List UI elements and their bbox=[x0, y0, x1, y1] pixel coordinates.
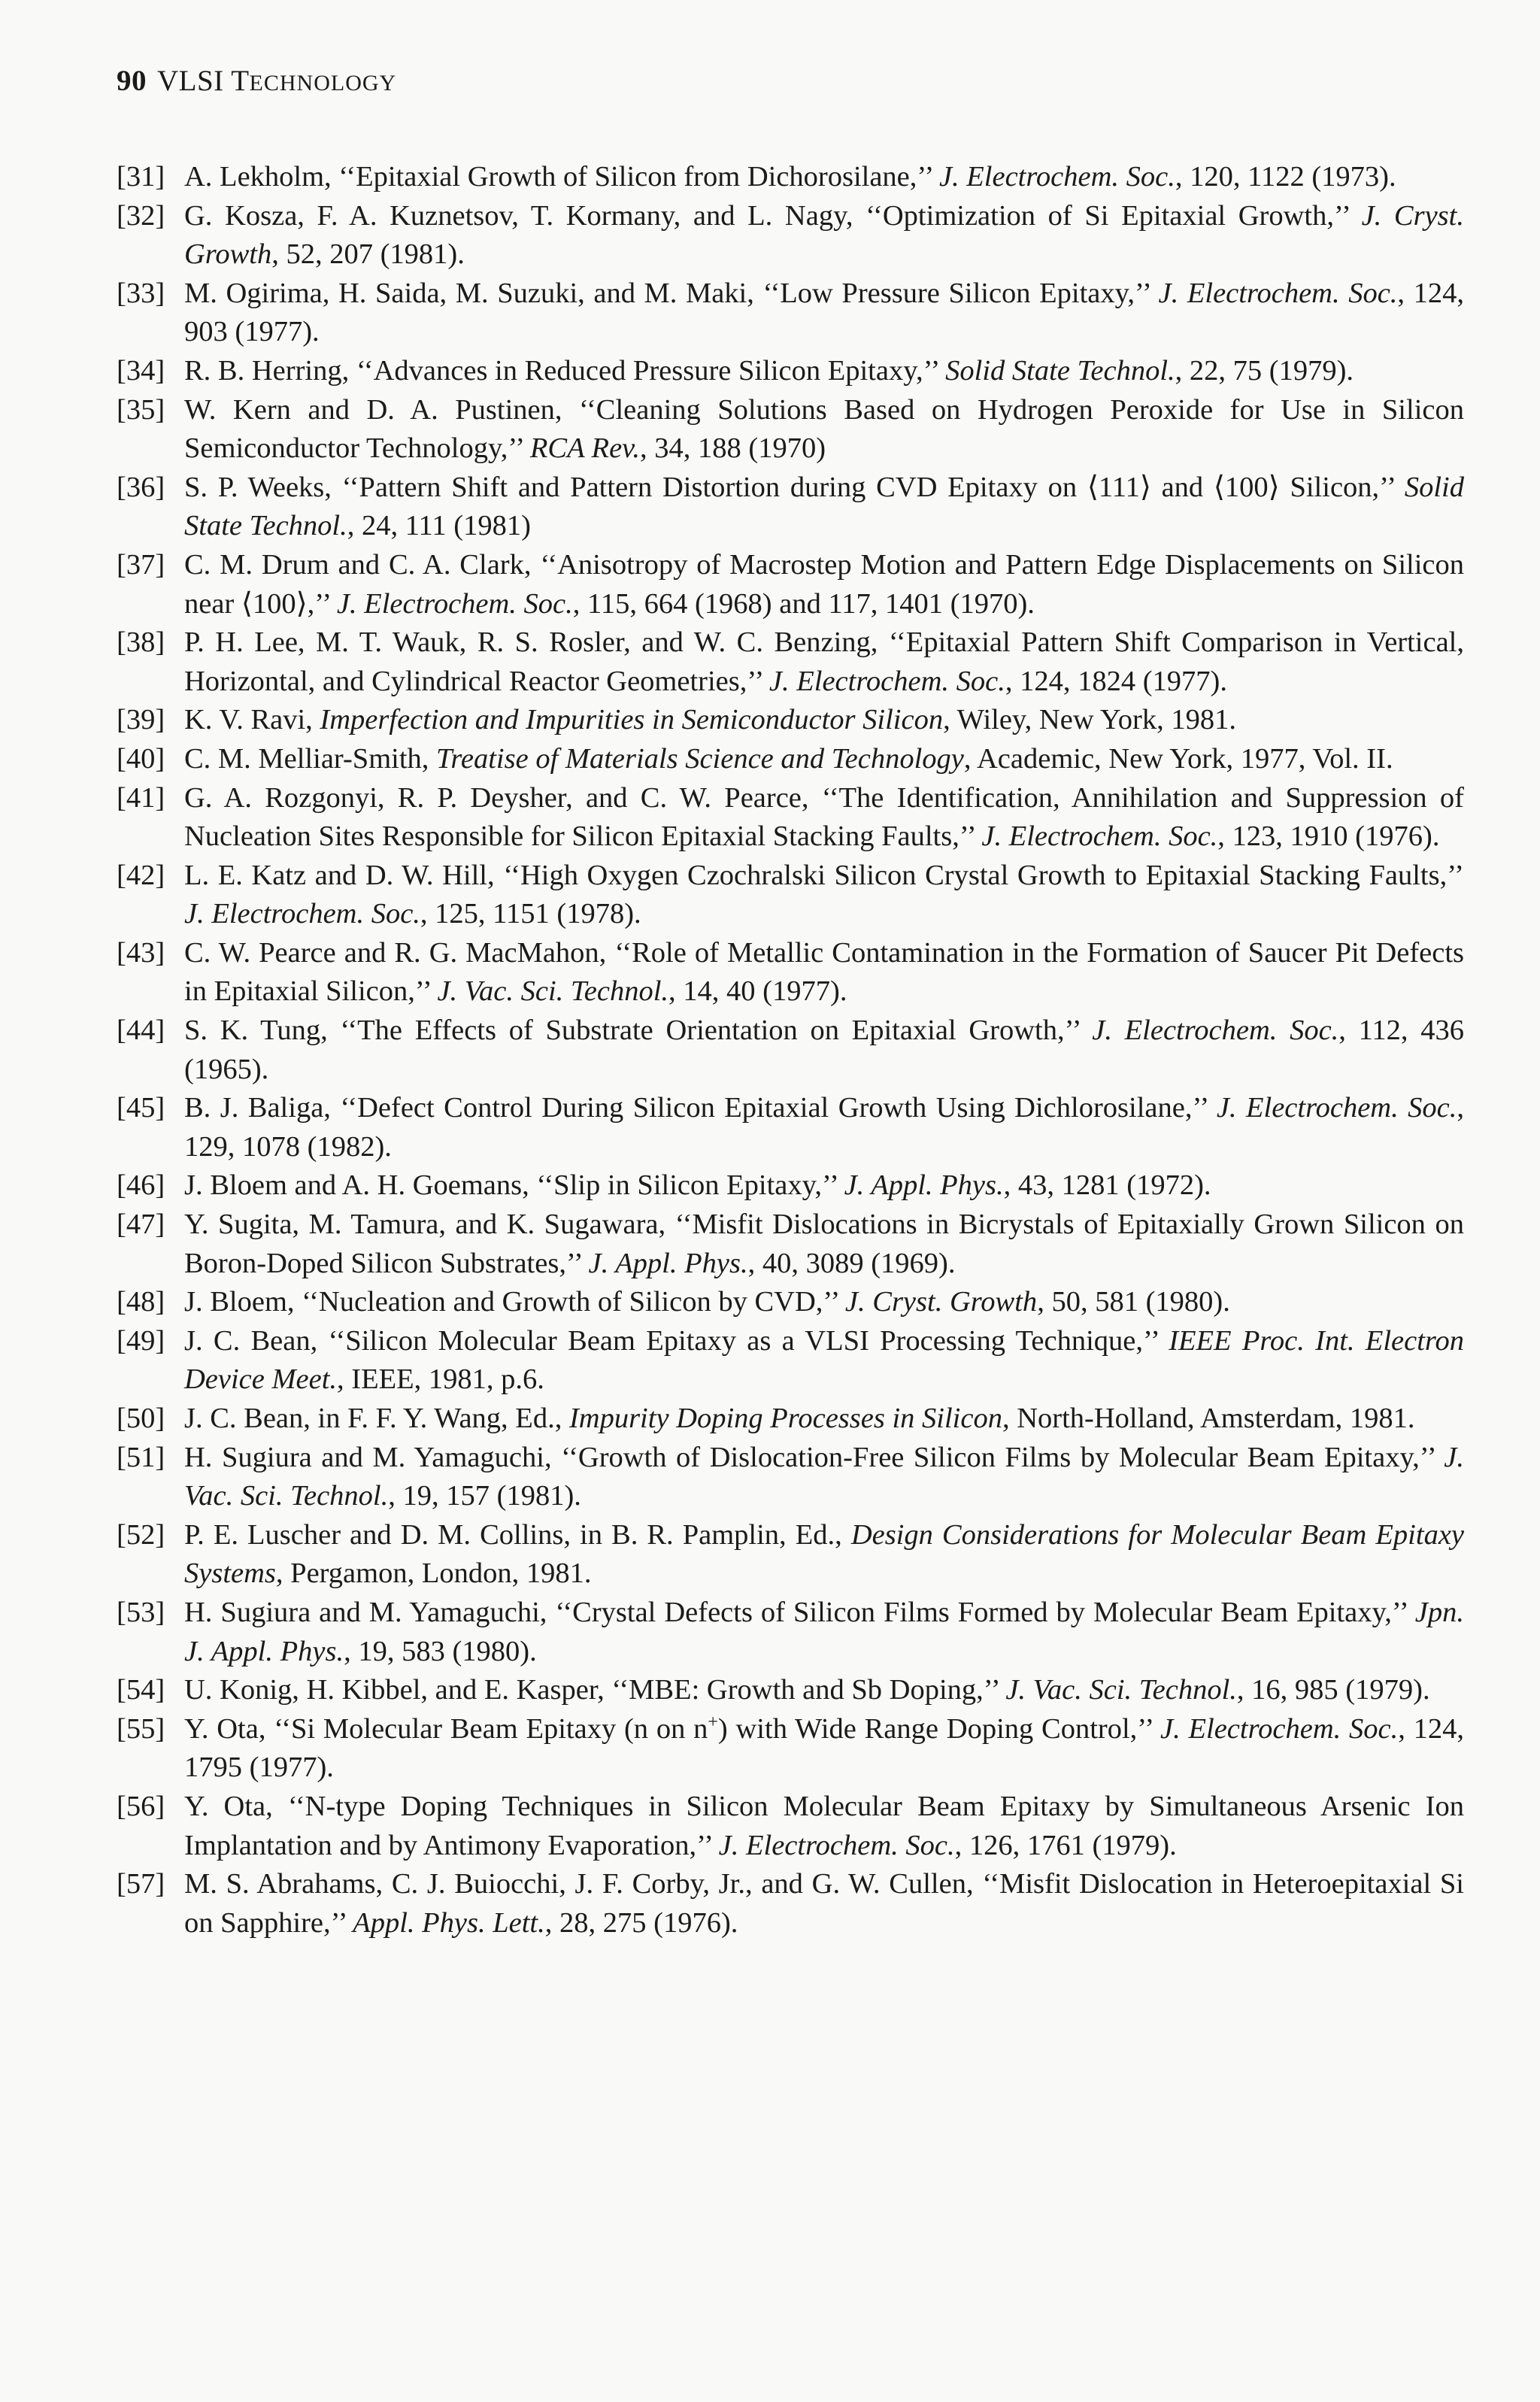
reference-source-title: J. Electrochem. Soc. bbox=[1092, 1014, 1339, 1047]
reference-number: [38] bbox=[117, 626, 165, 659]
reference-number: [37] bbox=[117, 548, 165, 581]
reference-item bbox=[117, 274, 1464, 352]
reference-text-segment: , IEEE, 1981, p.6. bbox=[337, 1363, 544, 1396]
reference-text bbox=[184, 1209, 1464, 1279]
running-title-initial: VLSI T bbox=[157, 65, 250, 97]
reference-item bbox=[117, 197, 1464, 274]
reference-source-title: J. Vac. Sci. Technol. bbox=[184, 1441, 1464, 1512]
reference-text-segment: H. Sugiura and M. Yamaguchi, ‘‘Crystal Defects of Silicon Films Formed by Molecular Beam Epitaxy,’’ bbox=[184, 1596, 1415, 1628]
reference-number: [50] bbox=[117, 1403, 165, 1434]
reference-text-segment: , 112, 436 (1965). bbox=[184, 1014, 1465, 1085]
reference-source-title: RCA Rev. bbox=[529, 432, 641, 465]
reference-text bbox=[184, 1674, 1430, 1706]
reference-text bbox=[184, 1597, 1464, 1667]
reference-text bbox=[184, 626, 1464, 697]
reference-source-title: J. Electrochem. Soc. bbox=[938, 161, 1175, 193]
reference-number: [52] bbox=[117, 1518, 165, 1551]
reference-text-segment: ) with Wide Range Doping Control,’’ bbox=[717, 1712, 1161, 1745]
reference-text-segment: , Academic, New York, 1977, Vol. II. bbox=[963, 742, 1393, 775]
reference-text-segment: , 115, 664 (1968) and 117, 1401 (1970). bbox=[572, 587, 1035, 620]
reference-text bbox=[184, 937, 1464, 1008]
reference-text-segment: , 123, 1910 (1976). bbox=[1217, 820, 1440, 853]
reference-item bbox=[117, 1516, 1464, 1594]
reference-text-segment: G. Kosza, F. A. Kuznetsov, T. Kormany, and L. Nagy, ‘‘Optimization of Si Epitaxial Growth,’’ bbox=[184, 199, 1362, 232]
reference-text-segment: , 43, 1281 (1972). bbox=[1003, 1169, 1211, 1202]
reference-number: [32] bbox=[117, 199, 165, 232]
reference-item bbox=[117, 1166, 1464, 1206]
reference-source-title: Jpn. J. Appl. Phys. bbox=[184, 1596, 1464, 1667]
reference-text-segment: B. J. Baliga, ‘‘Defect Control During Silicon Epitaxial Growth Using Dichlorosilane,’’ bbox=[184, 1092, 1217, 1124]
reference-text-segment: H. Sugiura and M. Yamaguchi, ‘‘Growth of Dislocation-Free Silicon Films by Molecular Beam Epitaxy,’’ bbox=[184, 1441, 1445, 1473]
reference-text bbox=[184, 1403, 1415, 1434]
reference-text-segment: , Wiley, New York, 1981. bbox=[943, 704, 1236, 736]
reference-text-segment: , 129, 1078 (1982). bbox=[184, 1092, 1464, 1163]
reference-source-title: J. Vac. Sci. Technol. bbox=[437, 975, 669, 1008]
reference-list bbox=[117, 158, 1464, 1943]
reference-source-title: J. Electrochem. Soc. bbox=[1216, 1092, 1457, 1124]
reference-source-title: J. Electrochem. Soc. bbox=[1158, 277, 1398, 309]
reference-text-segment: , 124, 1824 (1977). bbox=[1005, 665, 1227, 697]
reference-source-title: J. Electrochem. Soc. bbox=[184, 898, 420, 930]
reference-item bbox=[117, 1594, 1464, 1671]
reference-text-segment: U. Konig, H. Kibbel, and E. Kasper, ‘‘MBE: Growth and Sb Doping,’’ bbox=[184, 1674, 1006, 1706]
reference-number: [54] bbox=[117, 1674, 165, 1706]
reference-source-title: J. Electrochem. Soc. bbox=[718, 1829, 955, 1861]
reference-text-segment: C. M. Drum and C. A. Clark, ‘‘Anisotropy of Macrostep Motion and Pattern Edge Displacements on Silicon near ⟨100⟩,’’ bbox=[184, 548, 1464, 620]
reference-text bbox=[184, 394, 1464, 465]
running-header bbox=[117, 64, 396, 98]
reference-text-segment: , 24, 111 (1981) bbox=[347, 510, 531, 542]
reference-text-segment: , 125, 1151 (1978). bbox=[420, 898, 641, 930]
reference-number: [49] bbox=[117, 1324, 165, 1357]
reference-item bbox=[117, 701, 1464, 740]
reference-text-segment: , 50, 581 (1980). bbox=[1037, 1286, 1230, 1318]
reference-text-segment: G. A. Rozgonyi, R. P. Deysher, and C. W. Pearce, ‘‘The Identification, Annihilation and Suppression of Nucleation Sites Responsible for Silicon Epitaxial Stacking Faults,’’ bbox=[184, 781, 1464, 853]
reference-item bbox=[117, 1710, 1464, 1788]
reference-item bbox=[117, 1089, 1464, 1166]
reference-item bbox=[117, 546, 1464, 623]
reference-source-title: J. Electrochem. Soc. bbox=[1160, 1712, 1399, 1745]
reference-item bbox=[117, 779, 1464, 857]
reference-source-title: J. Vac. Sci. Technol. bbox=[1005, 1674, 1237, 1706]
reference-text-segment: , 22, 75 (1979). bbox=[1175, 354, 1354, 387]
reference-item bbox=[117, 934, 1464, 1011]
reference-text-segment: P. H. Lee, M. T. Wauk, R. S. Rosler, and W. C. Benzing, ‘‘Epitaxial Pattern Shift Comparison in Vertical, Horizontal, and Cylindrical Reactor Geometries,’’ bbox=[184, 626, 1464, 697]
reference-item bbox=[117, 158, 1464, 197]
reference-text-segment: K. V. Ravi, bbox=[184, 704, 320, 736]
reference-text-segment: , 34, 188 (1970) bbox=[640, 432, 826, 465]
reference-source-title: J. Cryst. Growth bbox=[184, 199, 1464, 271]
reference-text bbox=[184, 355, 1354, 387]
reference-item bbox=[117, 1439, 1464, 1516]
reference-text-segment: M. Ogirima, H. Saida, M. Suzuki, and M. Maki, ‘‘Low Pressure Silicon Epitaxy,’’ bbox=[184, 277, 1159, 309]
reference-source-title: J. Cryst. Growth bbox=[844, 1286, 1038, 1318]
reference-number: [41] bbox=[117, 781, 165, 814]
reference-source-title: Solid State Technol. bbox=[184, 471, 1464, 542]
reference-text bbox=[184, 1868, 1464, 1939]
reference-number: [48] bbox=[117, 1286, 165, 1318]
reference-source-title: Treatise of Materials Science and Technology bbox=[436, 742, 964, 775]
reference-source-title: Solid State Technol. bbox=[945, 354, 1175, 387]
reference-source-title: IEEE Proc. Int. Electron Device Meet. bbox=[184, 1324, 1464, 1396]
reference-text-segment: M. S. Abrahams, C. J. Buiocchi, J. F. Corby, Jr., and G. W. Cullen, ‘‘Misfit Dislocation in Heteroepitaxial Si on Sapphire,’’ bbox=[184, 1868, 1464, 1939]
reference-source-title: Design Considerations for Molecular Beam Epitaxy Systems bbox=[184, 1518, 1464, 1590]
reference-number: [47] bbox=[117, 1209, 165, 1241]
reference-text bbox=[184, 1519, 1464, 1590]
reference-text-segment: A. Lekholm, ‘‘Epitaxial Growth of Silicon from Dichorosilane,’’ bbox=[184, 161, 939, 193]
reference-number: [56] bbox=[117, 1790, 165, 1822]
reference-text bbox=[184, 1286, 1230, 1318]
reference-source-title: J. Electrochem. Soc. bbox=[981, 820, 1218, 853]
superscript: + bbox=[708, 1712, 718, 1732]
reference-item bbox=[117, 1322, 1464, 1400]
reference-text bbox=[184, 278, 1464, 348]
reference-number: [34] bbox=[117, 354, 165, 387]
reference-text-segment: C. M. Melliar-Smith, bbox=[184, 742, 437, 775]
reference-text-segment: , 120, 1122 (1973). bbox=[1175, 161, 1396, 193]
reference-item bbox=[117, 469, 1464, 546]
reference-source-title: J. Appl. Phys. bbox=[588, 1247, 748, 1279]
reference-item bbox=[117, 1206, 1464, 1283]
reference-item bbox=[117, 1400, 1464, 1439]
reference-number: [53] bbox=[117, 1596, 165, 1628]
reference-item bbox=[117, 857, 1464, 934]
reference-text bbox=[184, 1325, 1464, 1396]
reference-text-segment: , 124, 1795 (1977). bbox=[184, 1712, 1465, 1784]
reference-text-segment: Y. Ota, ‘‘Si Molecular Beam Epitaxy (n on n bbox=[184, 1712, 708, 1745]
reference-item bbox=[117, 1865, 1464, 1943]
reference-text-segment: , North-Holland, Amsterdam, 1981. bbox=[1002, 1403, 1415, 1434]
reference-item bbox=[117, 391, 1464, 469]
reference-text bbox=[184, 1169, 1211, 1201]
reference-number: [36] bbox=[117, 471, 165, 503]
reference-text bbox=[184, 549, 1464, 620]
reference-number: [33] bbox=[117, 277, 165, 309]
reference-item bbox=[117, 623, 1464, 701]
reference-source-title: Imperfection and Impurities in Semiconductor Silicon bbox=[320, 704, 944, 736]
reference-text-segment: C. W. Pearce and R. G. MacMahon, ‘‘Role of Metallic Contamination in the Formation of Saucer Pit Defects in Epitaxial Silicon,’’ bbox=[184, 936, 1464, 1008]
reference-item bbox=[117, 1283, 1464, 1322]
reference-item bbox=[117, 352, 1464, 391]
reference-item bbox=[117, 1671, 1464, 1710]
reference-text-segment: Y. Sugita, M. Tamura, and K. Sugawara, ‘‘Misfit Dislocations in Bicrystals of Epitaxially Grown Silicon on Boron-Doped Silicon Substrates,’’ bbox=[184, 1209, 1464, 1279]
reference-text-segment: J. C. Bean, ‘‘Silicon Molecular Beam Epitaxy as a VLSI Processing Technique,’’ bbox=[184, 1324, 1169, 1357]
reference-text-segment: J. Bloem, ‘‘Nucleation and Growth of Silicon by CVD,’’ bbox=[184, 1286, 845, 1318]
reference-number: [55] bbox=[117, 1712, 165, 1745]
reference-text-segment: S. P. Weeks, ‘‘Pattern Shift and Pattern Distortion during CVD Epitaxy on ⟨111⟩ and ⟨100⟩ Silicon,’’ bbox=[184, 471, 1405, 503]
page-number: 90 bbox=[117, 65, 147, 97]
reference-source-title: J. Appl. Phys. bbox=[844, 1169, 1004, 1202]
reference-text-segment: J. Bloem and A. H. Goemans, ‘‘Slip in Silicon Epitaxy,’’ bbox=[184, 1169, 844, 1202]
reference-number: [43] bbox=[117, 936, 165, 969]
reference-text-segment: J. C. Bean, in F. F. Y. Wang, Ed., bbox=[184, 1403, 569, 1434]
reference-item bbox=[117, 1788, 1464, 1865]
reference-text bbox=[184, 1014, 1464, 1085]
reference-number: [45] bbox=[117, 1092, 165, 1124]
reference-source-title: J. Electrochem. Soc. bbox=[336, 587, 573, 620]
reference-item bbox=[117, 1011, 1464, 1089]
reference-number: [35] bbox=[117, 393, 165, 426]
reference-text-segment: L. E. Katz and D. W. Hill, ‘‘High Oxygen Czochralski Silicon Crystal Growth to Epitaxial Stacking Faults,’’ bbox=[184, 859, 1464, 891]
reference-text bbox=[184, 161, 1396, 193]
reference-text-segment: , 19, 157 (1981). bbox=[388, 1480, 581, 1512]
reference-text-segment: , 40, 3089 (1969). bbox=[747, 1247, 956, 1279]
reference-text bbox=[184, 1791, 1464, 1861]
reference-text-segment: , 52, 207 (1981). bbox=[271, 238, 465, 271]
reference-text bbox=[184, 1092, 1464, 1163]
reference-text-segment: , 124, 903 (1977). bbox=[184, 277, 1464, 348]
reference-text-segment: , 14, 40 (1977). bbox=[668, 975, 847, 1008]
reference-text-segment: Y. Ota, ‘‘N-type Doping Techniques in Silicon Molecular Beam Epitaxy by Simultaneous Arsenic Ion Implantation and by Antimony Evaporation,’’ bbox=[184, 1790, 1464, 1861]
reference-text bbox=[184, 1442, 1464, 1512]
reference-text-segment: , Pergamon, London, 1981. bbox=[275, 1557, 592, 1590]
reference-source-title: Impurity Doping Processes in Silicon bbox=[568, 1403, 1002, 1434]
reference-number: [39] bbox=[117, 704, 165, 736]
reference-number: [40] bbox=[117, 742, 165, 775]
reference-text bbox=[184, 782, 1464, 853]
reference-text bbox=[184, 860, 1464, 930]
reference-number: [42] bbox=[117, 859, 165, 891]
reference-text bbox=[184, 472, 1464, 542]
reference-text-segment: W. Kern and D. A. Pustinen, ‘‘Cleaning Solutions Based on Hydrogen Peroxide for Use in Silicon Semiconductor Technology,’’ bbox=[184, 393, 1464, 465]
reference-text bbox=[184, 743, 1393, 775]
reference-number: [44] bbox=[117, 1014, 165, 1047]
reference-source-title: J. Electrochem. Soc. bbox=[768, 665, 1005, 697]
reference-number: [57] bbox=[117, 1868, 165, 1900]
reference-text-segment: R. B. Herring, ‘‘Advances in Reduced Pressure Silicon Epitaxy,’’ bbox=[184, 354, 946, 387]
reference-text-segment: P. E. Luscher and D. M. Collins, in B. R. Pamplin, Ed., bbox=[184, 1518, 851, 1551]
reference-text-segment: , 19, 583 (1980). bbox=[344, 1635, 537, 1667]
reference-text bbox=[184, 200, 1464, 271]
reference-text-segment: S. K. Tung, ‘‘The Effects of Substrate Orientation on Epitaxial Growth,’’ bbox=[184, 1014, 1093, 1047]
reference-number: [46] bbox=[117, 1169, 165, 1202]
reference-text-segment: , 28, 275 (1976). bbox=[544, 1906, 738, 1939]
running-title-rest: ECHNOLOGY bbox=[249, 71, 397, 96]
reference-text-segment: , 126, 1761 (1979). bbox=[954, 1829, 1177, 1861]
reference-source-title: Appl. Phys. Lett. bbox=[353, 1906, 545, 1939]
reference-text-segment: , 16, 985 (1979). bbox=[1236, 1674, 1430, 1706]
reference-number: [51] bbox=[117, 1441, 165, 1473]
reference-number: [31] bbox=[117, 161, 165, 193]
reference-item bbox=[117, 740, 1464, 779]
reference-text bbox=[184, 1713, 1464, 1784]
reference-text bbox=[184, 704, 1236, 735]
